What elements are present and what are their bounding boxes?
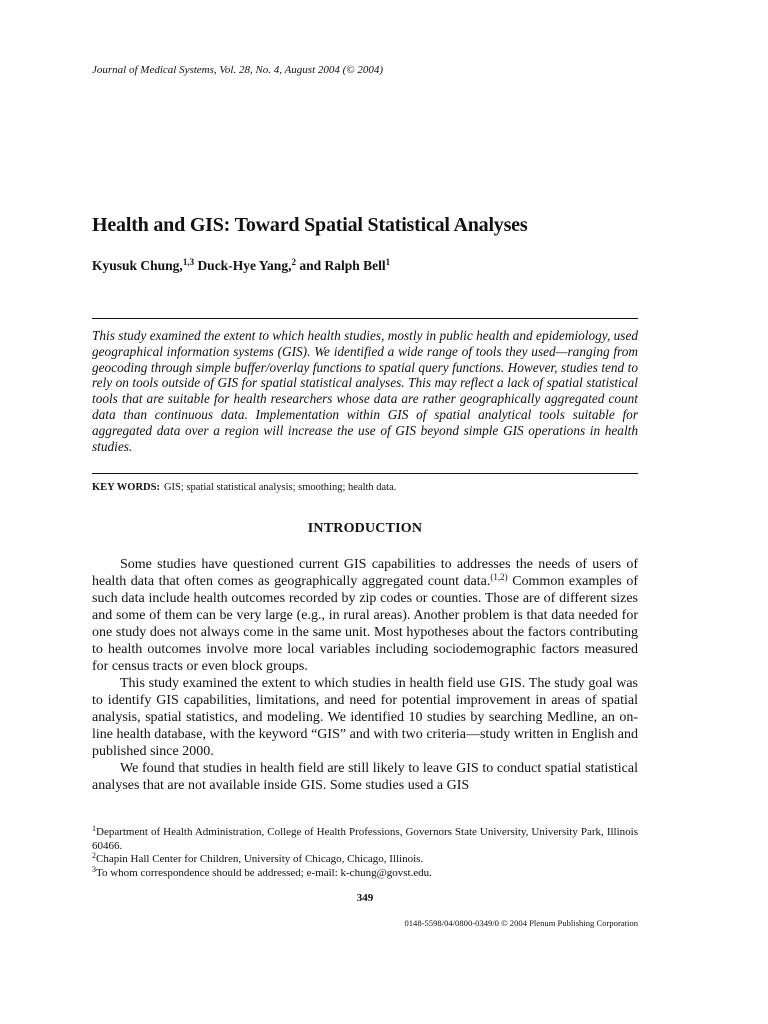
section-heading: INTRODUCTION	[307, 521, 423, 536]
footnotes	[92, 826, 638, 880]
body-paragraph: We found that studies in health field are still likely to leave GIS to conduct spatial statistical analyses that are not available inside GIS. Some studies used a GIS	[92, 761, 638, 793]
footnote	[92, 826, 638, 853]
author-conjunction: and	[299, 258, 322, 273]
footnote-text: Department of Health Administration, College of Health Professions, Governors State University, University Park, Illinois 60466.	[92, 826, 638, 852]
author-affiliation-mark: 2	[291, 257, 296, 267]
body-paragraph	[92, 556, 638, 675]
copyright-line: 0148-5598/04/0800-0349/0 © 2004 Plenum Publishing Corporation	[404, 918, 638, 928]
paragraph-text-continued: Common examples of such data include health outcomes recorded by zip codes or counties. Those are of different sizes and some of them can be very large (e.g., in rural areas). Another problem is that data needed for one study does not always come in the same unit. Most hypotheses about the factors contributing to health outcomes involve more local variables including sociodemographic factors measured for census tracts or even block groups.	[92, 574, 638, 674]
author-name: Duck-Hye Yang,	[197, 258, 292, 273]
page-number: 349	[356, 892, 374, 904]
footnote-mark: 2	[92, 851, 96, 861]
paper-page	[92, 0, 638, 1024]
footnote-mark: 3	[92, 864, 96, 874]
author-list	[92, 258, 390, 274]
body-paragraph: This study examined the extent to which studies in health field use GIS. The study goal was to identify GIS capabilities, limitations, and need for potential improvement in areas of spatial analysis, spatial statistics, and modeling. We identified 10 studies by searching Medline, an on-line health database, with the keyword “GIS” and with two criteria—study written in English and published since 2000.	[92, 676, 638, 759]
journal-citation: Journal of Medical Systems, Vol. 28, No. 4, August 2004 (© 2004)	[92, 64, 384, 76]
author-affiliation-mark: 1,3	[182, 257, 195, 267]
abstract-bottom-rule	[92, 473, 638, 474]
citation-mark: (1,2)	[490, 572, 508, 582]
abstract: This study examined the extent to which health studies, mostly in public health and epidemiology, used geographical information systems (GIS). We identified a wide range of tools they used—ranging from geocoding through simple buffer/overlay functions to spatial query functions. However, studies tend to rely on tools outside of GIS for spatial statistical analyses. This may reflect a lack of spatial statistical tools that are suitable for health researchers whose data are rather geographically aggregated count data than continuous data. Implementation within GIS of spatial analytical tools suitable for aggregated data over a region will increase the use of GIS beyond simple GIS operations in health studies.	[92, 328, 638, 454]
paragraph-text: Some studies have questioned current GIS capabilities to addresses the needs of users of health data that often comes as geographically aggregated count data.	[92, 557, 638, 589]
footnote-text: To whom correspondence should be addressed; e-mail: k-chung@govst.edu.	[96, 866, 432, 879]
paper-title: Health and GIS: Toward Spatial Statistical Analyses	[92, 214, 528, 236]
keywords	[92, 482, 396, 493]
footnote-text: Chapin Hall Center for Children, University of Chicago, Chicago, Illinois.	[96, 853, 424, 866]
keywords-label: KEY WORDS:	[92, 482, 160, 493]
author-name: Kyusuk Chung,	[92, 258, 183, 273]
body-text	[92, 556, 638, 794]
author-name: Ralph Bell	[324, 258, 386, 273]
footnote	[92, 853, 638, 867]
footnote	[92, 864, 638, 881]
abstract-top-rule	[92, 318, 638, 319]
author-affiliation-mark: 1	[385, 257, 391, 267]
keywords-text: GIS; spatial statistical analysis; smoothing; health data.	[163, 482, 397, 493]
footnote-mark: 1	[92, 824, 96, 833]
